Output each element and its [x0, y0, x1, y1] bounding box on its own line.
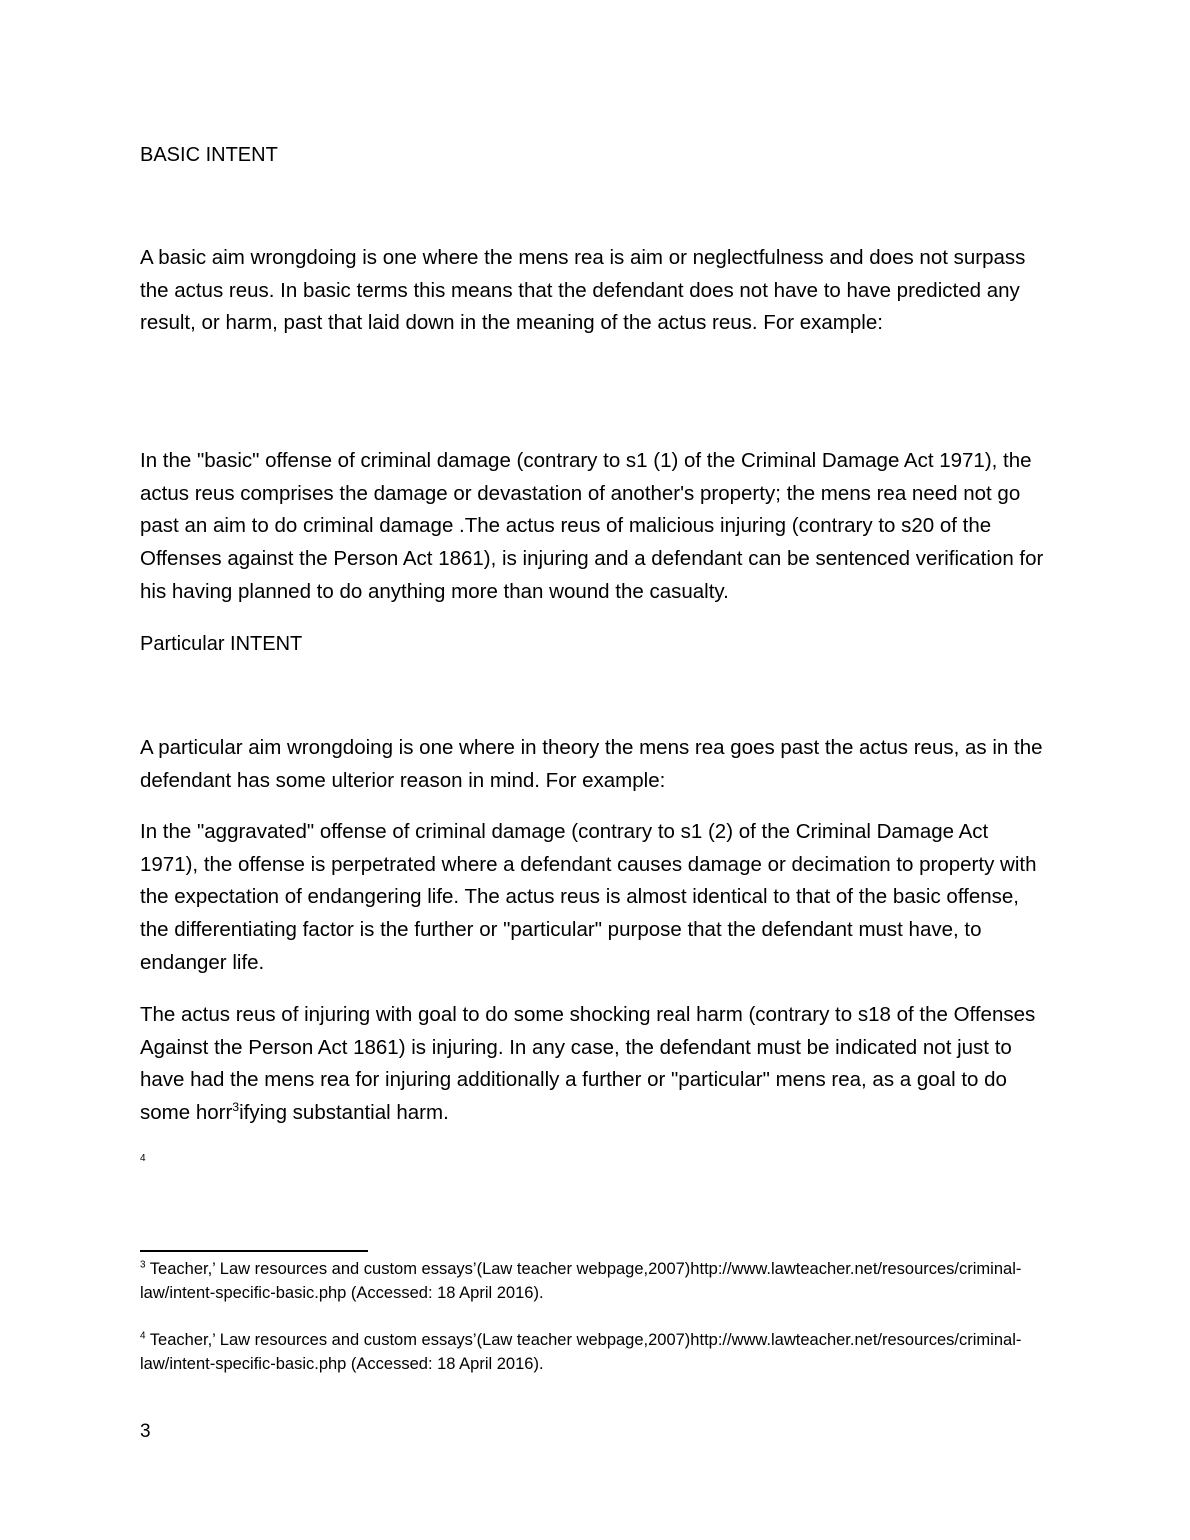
paragraph-s18-injuring [140, 999, 1050, 1130]
paragraph-particular-definition: A particular aim wrongdoing is one where in theory the mens rea goes past the actus reus, as in the defendant has some ulterior reason in mind. For example: [140, 736, 1043, 792]
footnote-3-marker: 3 [140, 1259, 146, 1271]
footnote-3-text: Teacher,’ Law resources and custom essays’(Law teacher webpage,2007)http://www.lawteacher.net/resources/criminal-law/intent-specific-basic.php (Accessed: 18 April 2016). [140, 1260, 1022, 1302]
footnote-separator [140, 1250, 368, 1252]
paragraph-aggravated-damage: In the "aggravated" offense of criminal damage (contrary to s1 (2) of the Criminal Damage Act 1971), the offense is perpetrated where a defendant causes damage or decimation to property with the expectation of endangering life. The actus reus is almost identical to that of the basic offense, the differentiating factor is the further or "particular" purpose that the defendant must have, to endanger life. [140, 820, 1037, 974]
paragraph-basic-definition: A basic aim wrongdoing is one where the mens rea is aim or neglectfulness and does not surpass the actus reus. In basic terms this means that the defendant does not have to have predicted any result, or harm, past that laid down in the meaning of the actus reus. For example: [140, 246, 1026, 335]
footnote-3 [140, 1258, 1040, 1305]
footnote-reference-4[interactable]: 4 [140, 1153, 146, 1164]
footnote-reference-3[interactable]: 3 [232, 1100, 240, 1115]
paragraph-s18-text-before: The actus reus of injuring with goal to do some shocking real harm (contrary to s18 of the Offenses Against the Person Act 1861) is injuring. In any case, the defendant must be indicated not just to have had the mens rea for injuring additionally a further or "particular" mens rea, as a goal to do some horr [140, 1003, 1036, 1125]
footnote-4-text: Teacher,’ Law resources and custom essays’(Law teacher webpage,2007)http://www.lawteacher.net/resources/criminal-law/intent-specific-basic.php (Accessed: 18 April 2016). [140, 1331, 1022, 1373]
paragraph-basic-example: In the "basic" offense of criminal damage (contrary to s1 (1) of the Criminal Damage Act 1971), the actus reus comprises the damage or devastation of another's property; the mens rea need not go past an aim to do criminal damage .The actus reus of malicious injuring (contrary to s20 of the Offenses against the Person Act 1861), is injuring and a defendant can be sentenced verification for his having planned to do anything more than wound the casualty. [140, 449, 1044, 603]
footnote-4-marker: 4 [140, 1330, 146, 1342]
paragraph-s18-text-after: ifying substantial harm. [239, 1101, 449, 1125]
footnote-4 [140, 1329, 1040, 1376]
page-number: 3 [140, 1421, 151, 1442]
heading-particular-intent: Particular INTENT [140, 633, 303, 655]
heading-basic-intent: BASIC INTENT [140, 144, 278, 166]
document-page [140, 0, 1050, 1540]
